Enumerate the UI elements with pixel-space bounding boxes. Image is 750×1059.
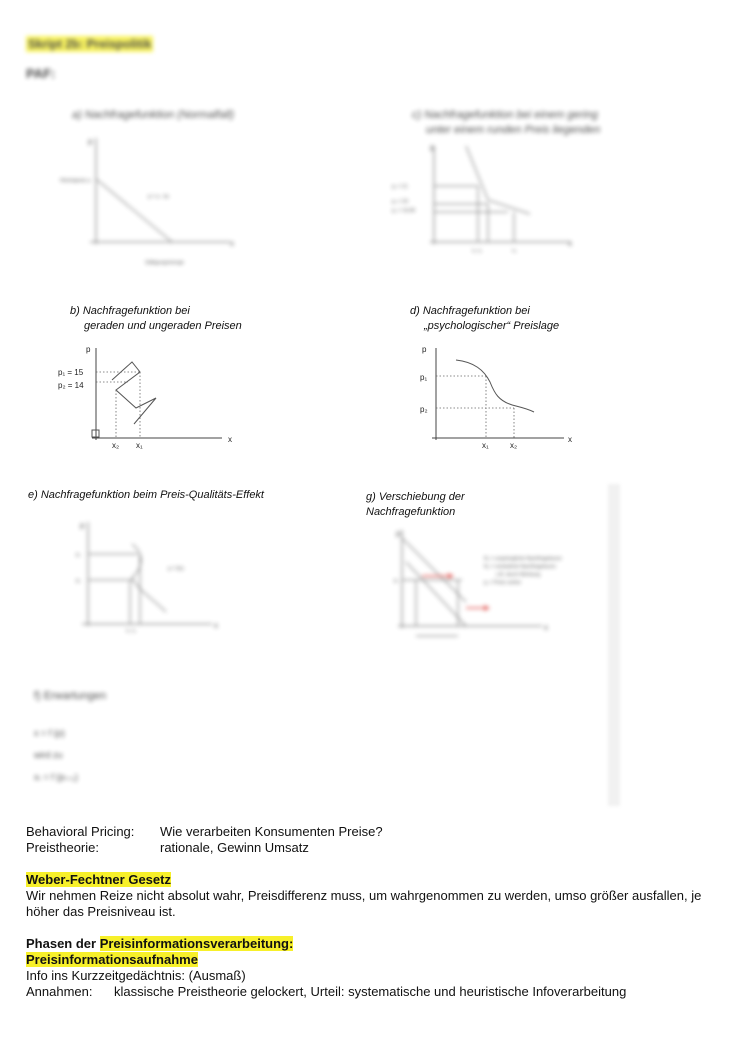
preistheorie-label: Preistheorie:	[26, 840, 99, 855]
phasen-heading	[26, 936, 293, 952]
info-text: Info ins Kurzzeitgedächtnis: (Ausmaß)	[26, 968, 246, 983]
document-subtitle: PAF:	[26, 66, 56, 81]
graph-d-p2-label: p₂	[420, 405, 428, 414]
graph-a-curve-note: p = a - bx	[148, 194, 169, 200]
graph-c-x-label-1: x₁ x₂	[472, 248, 483, 254]
graph-e-caption: e) Nachfragefunktion beim Preis-Qualitäts-Effekt	[28, 489, 264, 501]
graph-a-y-label: p	[88, 137, 93, 146]
section-f-title: f) Erwartungen	[34, 690, 107, 702]
preistheorie-row	[26, 840, 726, 856]
graph-a-x-label: x	[230, 239, 234, 248]
document-header	[26, 36, 153, 81]
section-f-line-1: x = f (p)	[34, 728, 65, 738]
graph-b	[56, 304, 256, 464]
behavioral-pricing-text: Wie verarbeiten Konsumenten Preise?	[160, 824, 383, 839]
graph-d-x2-label: x₂	[510, 441, 518, 450]
graph-d-x-label: x	[568, 435, 572, 444]
graph-e	[28, 488, 328, 648]
graph-b-caption-1: b) Nachfragefunktion bei	[70, 305, 190, 317]
weber-heading-wrap	[26, 872, 171, 888]
graph-b-svg	[56, 338, 256, 458]
graph-d-caption-1: d) Nachfragefunktion bei	[410, 305, 530, 317]
behavioral-pricing-row	[26, 824, 726, 840]
graph-g-caption-2: Nachfragefunktion	[366, 506, 456, 518]
section-f-line-3: xₜ = f (pₜ₊₁)	[34, 772, 78, 782]
graph-c	[390, 108, 640, 278]
graph-b-y-label: p	[86, 345, 91, 354]
phasen-prefix: Phasen der	[26, 936, 100, 951]
graph-a-x-note: Sättigungsmenge	[145, 260, 184, 266]
graph-g-caption-1: g) Verschiebung der	[366, 491, 465, 503]
graph-c-p-label-2: p₂ = 20	[392, 199, 408, 205]
annahmen-text: klassische Preistheorie gelockert, Urteil: systematische und heuristische Infoverarbeitung	[114, 984, 627, 999]
graph-g-legend-2: N₂ = veränderte Nachfragekurve	[484, 564, 556, 570]
graph-d-y-label: p	[422, 345, 427, 354]
graph-c-y-label: p	[430, 143, 435, 152]
graph-d	[404, 304, 604, 464]
graph-c-x-label: x	[568, 239, 572, 248]
document-title: Skript 2b: Preispolitik	[28, 37, 152, 51]
graph-d-svg	[404, 338, 604, 458]
graph-a	[60, 108, 300, 278]
graph-g-svg	[366, 524, 626, 654]
graph-g-y-label: p	[396, 529, 401, 538]
weber-text: Wir nehmen Reize nicht absolut wahr, Preisdifferenz muss, um wahrgenommen zu werden, umso größer ausfallen, je höher das Preisniveau ist.	[26, 888, 702, 919]
graph-b-p1-label: p₁ = 15	[58, 368, 84, 377]
graph-g-legend-4: p₁ = Preis vorher	[484, 580, 522, 586]
graph-e-p2-label: p₂	[76, 578, 81, 584]
annahmen-label: Annahmen:	[26, 984, 93, 999]
preistheorie-text: rationale, Gewinn Umsatz	[160, 840, 309, 855]
blurred-side-strip	[608, 484, 620, 806]
aufnahme-heading: Preisinformationsaufnahme	[26, 952, 198, 967]
graph-b-x1-label: x₁	[136, 441, 143, 450]
graph-b-p2-label: p₂ = 14	[58, 381, 84, 390]
phasen-highlight: Preisinformationsverarbeitung:	[99, 936, 294, 951]
graph-d-caption-2: „psychologischer“ Preislage	[424, 320, 560, 332]
graph-b-caption-2: geraden und ungeraden Preisen	[84, 320, 242, 332]
graph-b-x2-label: x₂	[112, 441, 120, 450]
graph-c-caption-1: c) Nachfragefunktion bei einem gering	[412, 109, 598, 121]
section-f-line-2: wird zu	[34, 750, 63, 760]
graph-a-y-note: Höchstpreis a	[60, 178, 91, 184]
graph-g-x-label: x	[544, 623, 548, 632]
graph-a-svg	[60, 126, 300, 276]
graph-c-p-label-1: p₁ = 21	[392, 184, 408, 190]
graph-c-svg	[390, 138, 640, 278]
graph-e-y-label: p	[80, 521, 85, 530]
graph-c-caption-2: unter einem runden Preis liegenden	[426, 124, 601, 136]
graph-b-x-label: x	[228, 435, 232, 444]
graph-e-x-label: x	[214, 621, 218, 630]
annahmen-row	[26, 984, 726, 1000]
graph-e-svg	[62, 514, 272, 634]
graph-g	[366, 490, 626, 660]
graph-e-curve-note: p = f(x)	[168, 566, 184, 572]
graph-d-p1-label: p₁	[420, 373, 428, 382]
graph-c-p-label-3: p₃ = 19,99	[392, 208, 416, 214]
weber-heading: Weber-Fechtner Gesetz	[26, 872, 171, 887]
graph-a-caption: a) Nachfragefunktion (Normalfall)	[72, 109, 235, 121]
graph-c-x-label-2: x₃	[512, 248, 517, 254]
graph-g-p-label: p₁	[394, 578, 399, 584]
graph-e-x-labels: x₁ x₂	[126, 628, 137, 634]
graph-g-legend-1: N₁ = ursprüngliche Nachfragekurve	[484, 556, 562, 562]
graph-d-x1-label: x₁	[482, 441, 489, 450]
behavioral-pricing-label: Behavioral Pricing:	[26, 824, 135, 839]
section-f	[34, 690, 234, 783]
graph-e-p1-label: p₁	[76, 552, 81, 558]
aufnahme-heading-wrap	[26, 952, 198, 968]
graph-g-legend-3: z.B. durch Werbung	[496, 572, 541, 578]
